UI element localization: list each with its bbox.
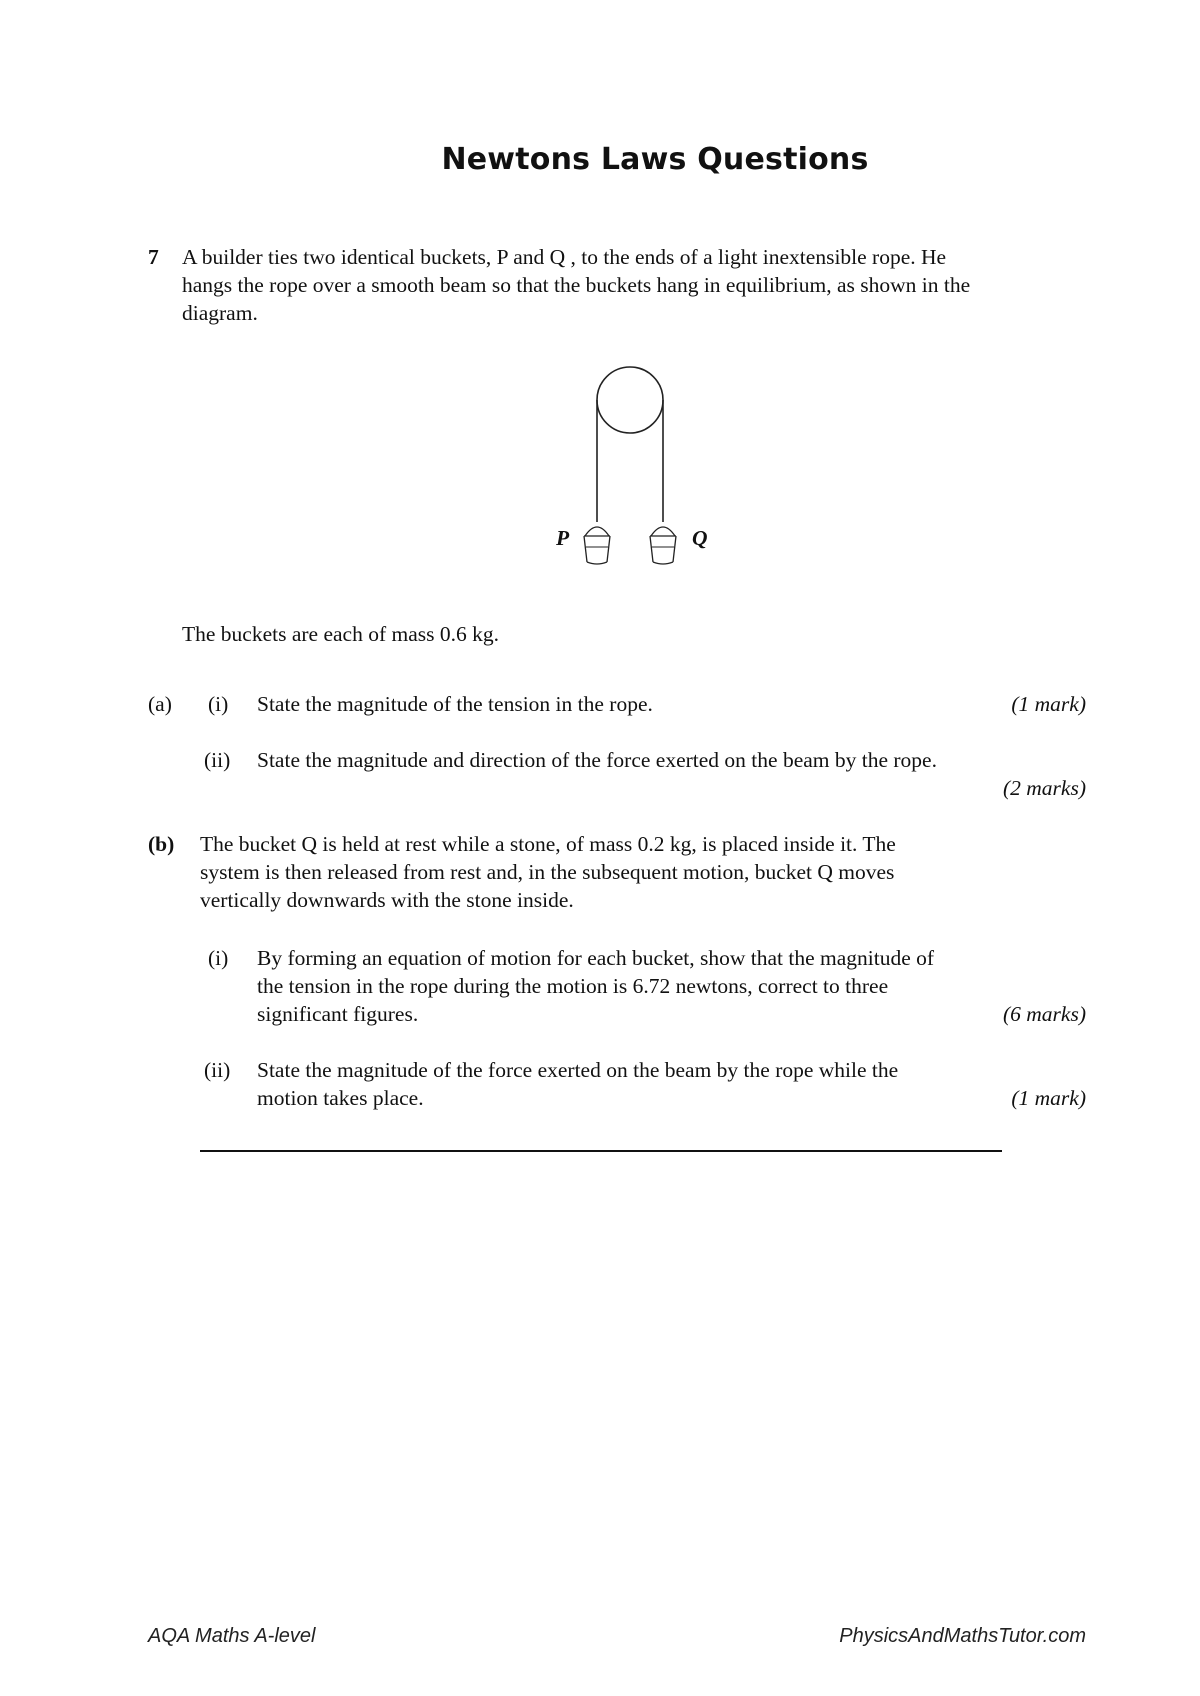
part-a-i-label: (i) xyxy=(208,692,229,716)
part-b-ii-marks: (1 mark) xyxy=(1011,1086,1086,1110)
part-b-ii-line-1: State the magnitude of the force exerted on the beam by the rope while the xyxy=(257,1058,899,1082)
bucket-p-icon xyxy=(584,527,610,564)
part-b-ii-line-2: motion takes place. xyxy=(257,1086,424,1110)
part-b-intro-line-1: The bucket Q is held at rest while a stone, of mass 0.2 kg, is placed inside it. The xyxy=(200,832,896,856)
page-title: Newtons Laws Questions xyxy=(441,142,869,177)
question-intro-line-3: diagram. xyxy=(182,301,258,325)
part-b-i-line-2: the tension in the rope during the motion is 6.72 newtons, correct to three xyxy=(257,974,889,998)
diagram-label-p: P xyxy=(556,526,570,550)
part-b-ii-label: (ii) xyxy=(204,1058,231,1082)
part-b-i-line-1: By forming an equation of motion for each bucket, show that the magnitude of xyxy=(257,946,935,970)
bucket-q-icon xyxy=(650,527,676,564)
question-number: 7 xyxy=(148,245,159,269)
part-b-i-marks: (6 marks) xyxy=(1003,1002,1086,1026)
part-b-intro-line-2: system is then released from rest and, in the subsequent motion, bucket Q moves xyxy=(200,860,895,884)
part-b-label: (b) xyxy=(148,832,175,856)
part-b-intro-line-3: vertically downwards with the stone inside. xyxy=(200,888,574,912)
footer-left: AQA Maths A-level xyxy=(148,1625,316,1647)
part-a-i-text: State the magnitude of the tension in the rope. xyxy=(257,692,653,716)
end-of-question-rule xyxy=(200,1150,1002,1152)
diagram-label-q: Q xyxy=(692,526,708,550)
part-b-i-label: (i) xyxy=(208,946,229,970)
question-intro-line-2: hangs the rope over a smooth beam so that the buckets hang in equilibrium, as shown in the xyxy=(182,273,971,297)
footer-right: PhysicsAndMathsTutor.com xyxy=(839,1625,1086,1647)
question-intro-line-1: A builder ties two identical buckets, P and Q , to the ends of a light inextensible rope. He xyxy=(182,245,947,269)
part-a-ii-text: State the magnitude and direction of the force exerted on the beam by the rope. xyxy=(257,748,937,772)
mass-statement: The buckets are each of mass 0.6 kg. xyxy=(182,622,500,646)
part-a-ii-label: (ii) xyxy=(204,748,231,772)
part-a-i-marks: (1 mark) xyxy=(1011,692,1086,716)
part-a-label: (a) xyxy=(148,692,172,716)
beam-circle xyxy=(597,367,663,433)
part-b-i-line-3: significant figures. xyxy=(257,1002,419,1026)
part-a-ii-marks: (2 marks) xyxy=(1003,776,1086,800)
